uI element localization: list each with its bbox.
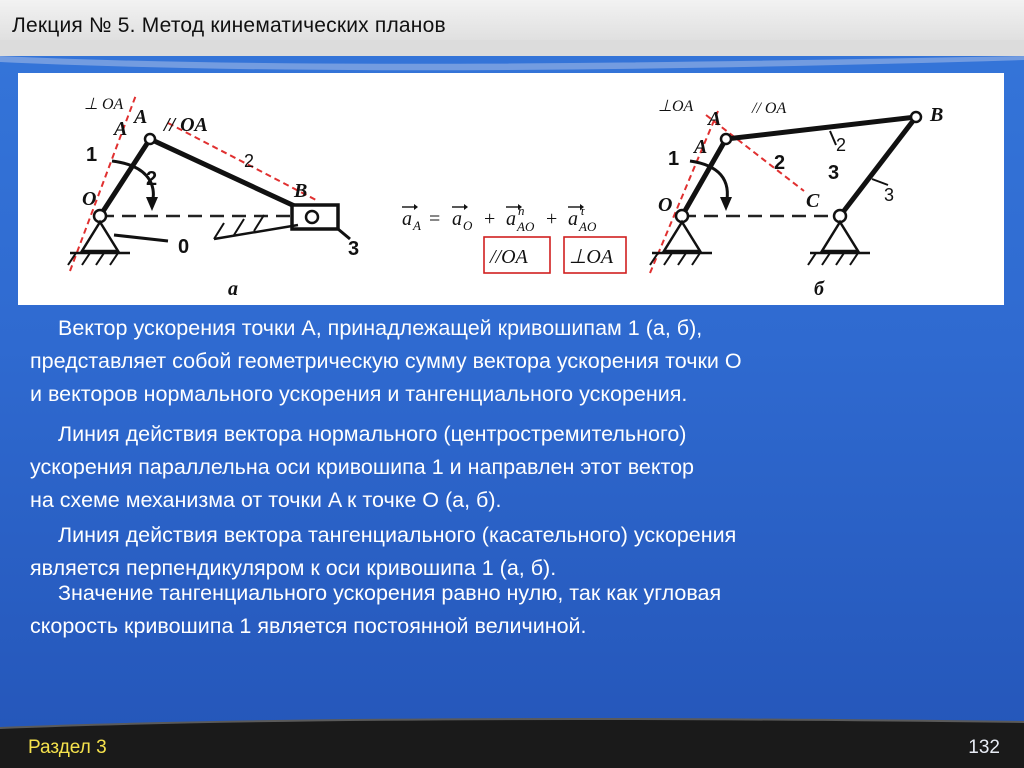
right-label-b: B <box>930 104 944 126</box>
paragraph-2-line-3: на схеме механизма от точки A к точке O (a, б). <box>30 488 502 512</box>
paragraph-1-line-1: Вектор ускорения точки A, принадлежащей кривошипам 1 (a, б), <box>58 316 703 340</box>
left-rod-2 <box>150 139 314 215</box>
right-label-a2: A <box>708 108 722 130</box>
paragraph-1-line-2: представляет собой геометрическую сумму вектора ускорения точки O <box>30 349 742 373</box>
paragraph-3-line-1: Линия действия вектора тангенциального (касательного) ускорения <box>58 523 737 547</box>
right-label-perp: ⊥OA <box>658 98 694 115</box>
left-label-2-bold: 2 <box>146 168 158 190</box>
right-perp-line <box>650 111 718 273</box>
left-joint-a <box>145 134 155 144</box>
right-label-2-bold: 2 <box>774 152 786 174</box>
right-support-c <box>822 222 858 251</box>
left-label-2-thin: 2 <box>244 151 255 171</box>
right-joint-a <box>721 134 731 144</box>
right-caption: б <box>814 278 824 300</box>
right-label-c: C <box>806 190 820 212</box>
left-mechanism <box>68 95 359 300</box>
formula-plus-1: + <box>484 208 496 230</box>
footer-section: Раздел 3 <box>28 737 107 758</box>
right-label-par: // OA <box>752 100 787 117</box>
paragraph-2-line-2: ускорения параллельна оси кривошипа 1 и направлен этот вектор <box>30 455 695 479</box>
formula-sup-t: τ <box>580 203 585 218</box>
mechanism-diagram <box>18 73 1004 305</box>
right-rocker-3 <box>840 117 916 216</box>
formula-sub-ao-1: AO <box>517 219 535 234</box>
right-joint-b <box>911 112 921 122</box>
right-mechanism <box>650 98 943 300</box>
paragraph-1 <box>30 312 990 411</box>
left-label-1: 1 <box>86 144 98 166</box>
slide-title: Лекция № 5. Метод кинематических планов <box>12 14 446 37</box>
left-caption: а <box>228 278 238 300</box>
acceleration-formula <box>402 203 626 273</box>
left-label-a2: A <box>134 106 148 128</box>
formula-sub-o: O <box>463 218 473 233</box>
right-label-2-thin: 2 <box>836 135 847 155</box>
left-label-0: 0 <box>178 236 190 258</box>
paragraph-4-line-1: Значение тангенциального ускорения равно нулю, так как угловая <box>58 581 722 605</box>
formula-sub-a: A <box>413 218 421 233</box>
left-crank-1 <box>100 139 150 216</box>
paragraph-2-line-1: Линия действия вектора нормального (центростремительного) <box>58 422 687 446</box>
formula-sup-n: n <box>518 203 525 218</box>
formula-a-o: a <box>452 208 462 230</box>
left-label-par: // OA <box>164 114 208 136</box>
paragraph-2 <box>30 418 990 517</box>
right-label-o: O <box>658 194 673 216</box>
formula-sub-ao-2: AO <box>579 219 597 234</box>
right-label-1: 1 <box>668 148 680 170</box>
paragraph-4-line-2: скорость кривошипа 1 является постоянной величиной. <box>30 614 587 638</box>
formula-a-a: a <box>402 208 412 230</box>
formula-a-n: a <box>506 208 516 230</box>
mechanism-figure <box>18 73 1004 305</box>
left-label-b: B <box>294 180 308 202</box>
right-label-a1: A <box>694 136 708 158</box>
footer-bar <box>0 714 1024 768</box>
paragraph-1-line-3: и векторов нормального ускорения и тангенциального ускорения. <box>30 382 688 406</box>
formula-a-t: a <box>568 208 578 230</box>
left-joint-b <box>306 211 318 223</box>
formula-eq: = <box>429 208 441 230</box>
right-label-3-bold: 3 <box>828 162 840 184</box>
left-support <box>82 222 118 251</box>
body-text <box>30 312 990 643</box>
left-label-perp: ⊥ OA <box>84 96 124 113</box>
left-label-o: O <box>82 188 97 210</box>
page-number: 132 <box>968 737 1000 758</box>
right-rod-2 <box>726 117 916 139</box>
paragraph-4 <box>30 577 990 643</box>
left-label-a1: A <box>114 118 128 140</box>
paragraph-3 <box>30 519 990 585</box>
paragraph-3-line-2: является перпендикуляром к оси кривошипа 1 (a, б). <box>30 556 557 580</box>
right-label-3-thin: 3 <box>884 185 895 205</box>
formula-box-perp-text: ⊥OA <box>569 246 614 268</box>
formula-box-par-text: //OA <box>490 246 528 268</box>
left-label-3: 3 <box>348 238 360 260</box>
formula-plus-2: + <box>546 208 558 230</box>
